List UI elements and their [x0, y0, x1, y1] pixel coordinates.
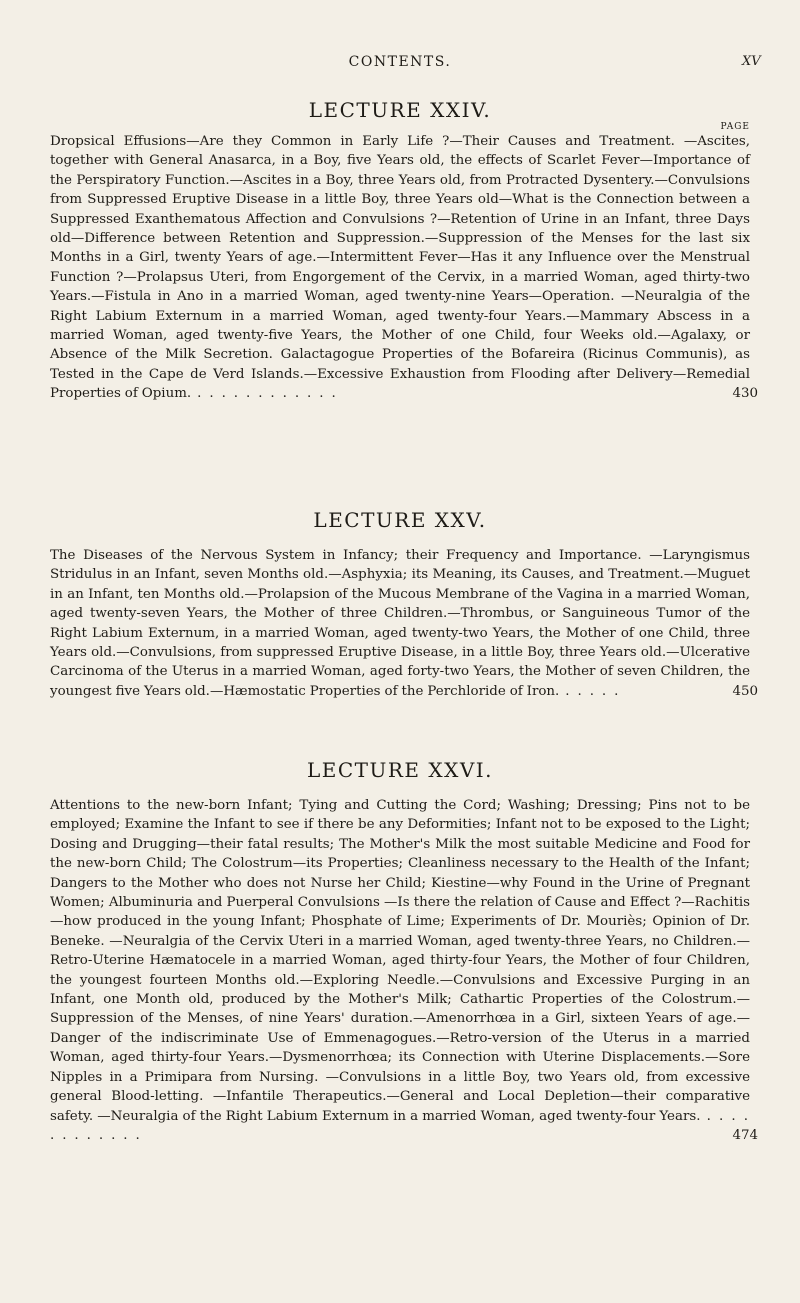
leader-dots: . . . . . . . . . . . .	[191, 386, 338, 402]
lecture-summary	[50, 796, 758, 1145]
page-number: XV	[742, 54, 761, 69]
lecture-xxvi	[50, 758, 758, 1159]
lecture-heading: LECTURE XXVI.	[306, 758, 494, 782]
lecture-summary	[50, 546, 758, 701]
lecture-heading: LECTURE XXIV.	[308, 98, 492, 122]
leader-dots: . . . . .	[559, 683, 621, 699]
lecture-page-ref: 450	[732, 683, 758, 699]
lecture-summary-text: Attentions to the new-born Infant; Tying and Cutting the Cord; Washing; Dressing; Pins not to be employed; Examine the Infant to see if there be any Deformities; Infant not to be exposed to the Light; Dosing and Drugging—their fatal results; The Mother's Milk the most suitable Medicine and Food for the new-born Child; The Colostrum—its Properties; Cleanliness necessary to the Health of the Infant; Dangers to the Mother who does not Nurse her Child; Kiestine—why Found in the Urine of Pregnant Women; Albuminuria and Puerperal Convulsions —Is there the relation of Cause and Effect ?—Rachitis—how produced in the young Infant; Phosphate of Lime; Experiments of Dr. Mouriès; Opinion of Dr. Beneke. —Neuralgia of the Cervix Uteri in a married Woman, aged twenty-three Years, no Children.—Retro-Uterine Hæmatocele in a married Woman, aged thirty-four Years, the Mother of four Children, the youngest fourteen Months old.—Exploring Needle.—Convulsions and Excessive Purging in an Infant, one Month old, produced by the Mother's Milk; Cathartic Properties of the Colostrum.—Suppression of the Menses, of nine Years' duration.—Amenorrhœa in a Girl, sixteen Years of age.—Danger of the indiscriminate Use of Emmenagogues.—Retro-version of the Uterus in a married Woman, aged thirty-four Years.—Dysmenorrhœa; its Connection with Uterine Displacements.—Sore Nipples in a Primipara from Nursing. —Convulsions in a little Boy, two Years old, from excessive general Blood-letting. —Infantile Therapeutics.—General and Local Depletion—their comparative safety. —Neuralgia of the Right Labium Externum in a married Woman, aged twenty-four Years.	[50, 798, 750, 1124]
leader-dots: . . . . . . . . . . . .	[50, 1108, 751, 1143]
lecture-page-ref: 474	[732, 1127, 758, 1143]
running-head-title: CONTENTS.	[348, 54, 452, 70]
lecture-heading: LECTURE XXV.	[313, 508, 487, 532]
lecture-xxiv	[50, 98, 758, 404]
lecture-summary-text: The Diseases of the Nervous System in Infancy; their Frequency and Importance. —Laryngismus Stridulus in an Infant, seven Months old.—Asphyxia; its Meaning, its Causes, and Treatment.—Muguet in an Infant, ten Months old.—Prolapsion of the Mucous Membrane of the Vagina in a married Woman, aged twenty-seven Years, the Mother of three Children.—Thrombus, or Sanguineous Tumor of the Right Labium Externum, in a married Woman, aged twenty-two Years, the Mother of one Child, three Years old.—Convulsions, from suppressed Eruptive Disease, in a little Boy, three Years old.—Ulcerative Carcinoma of the Uterus in a married Woman, aged forty-two Years, the Mother of seven Children, the youngest five Years old.—Hæmostatic Properties of the Perchloride of Iron.	[50, 548, 750, 699]
lecture-page-ref: 430	[732, 386, 758, 402]
lecture-xxv	[50, 508, 758, 715]
lecture-summary	[50, 132, 758, 404]
lecture-summary-text: Dropsical Effusions—Are they Common in Early Life ?—Their Causes and Treatment. —Ascites, together with General Anasarca, in a Boy, five Years old, the effects of Scarlet Fever—Importance of the Perspiratory Function.—Ascites in a Boy, three Years old, from Protracted Dysentery.—Convulsions from Suppressed Eruptive Disease in a little Boy, three Years old—What is the Connection between a Suppressed Exanthematous Affection and Convulsions ?—Retention of Urine in an Infant, three Days old—Difference between Retention and Suppression.—Suppression of the Menses for the last six Months in a Girl, twenty Years of age.—Intermittent Fever—Has it any Influence over the Menstrual Function ?—Prolapsus Uteri, from Engorgement of the Cervix, in a married Woman, aged thirty-two Years.—Fistula in Ano in a married Woman, aged twenty-nine Years—Operation. —Neuralgia of the Right Labium Externum in a married Woman, aged twenty-four Years.—Mammary Abscess in a married Woman, aged twenty-five Years, the Mother of one Child, four Weeks old.—Agalaxy, or Absence of the Milk Secretion. Galactagogue Properties of the Bofareira (Ricinus Communis), as Tested in the Cape de Verd Islands.—Excessive Exhaustion from Flooding after Delivery—Remedial Properties of Opium.	[50, 134, 750, 402]
page-column-label: PAGE	[720, 122, 750, 132]
